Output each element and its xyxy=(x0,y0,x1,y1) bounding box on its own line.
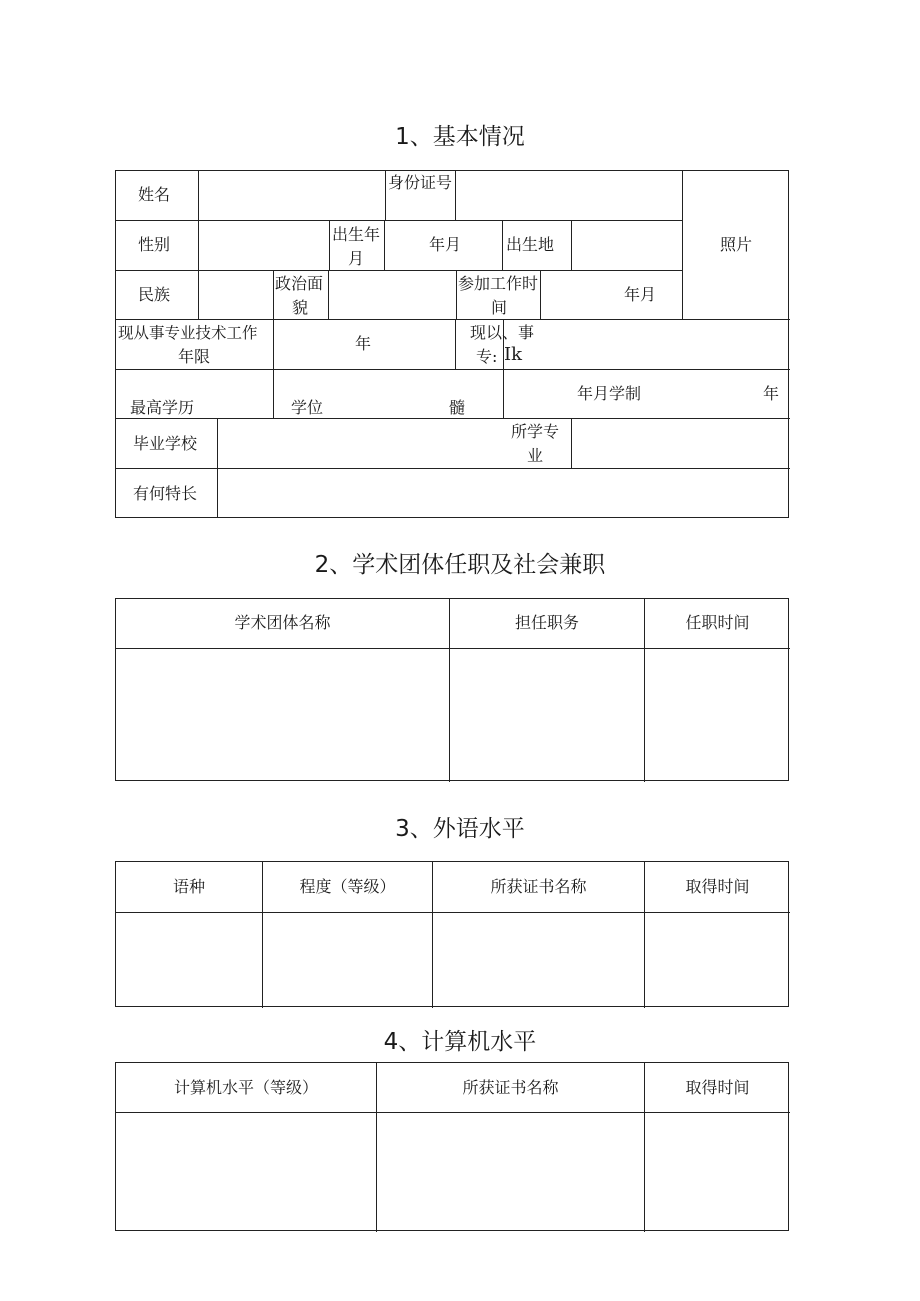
label-current-specialty-line2a: 专: xyxy=(476,347,498,366)
label-degree: 学位 xyxy=(291,398,324,417)
label-current-specialty-line2b: Ik xyxy=(504,344,523,365)
header-computer-certificate: 所获证书名称 xyxy=(462,1078,559,1097)
label-work-start-line2: 间 xyxy=(491,298,508,317)
degree-garbled-text: 髓 xyxy=(449,398,466,417)
header-tenure-period: 任职时间 xyxy=(685,613,750,632)
header-certificate-name: 所获证书名称 xyxy=(490,877,587,896)
label-political-line1: 政治面 xyxy=(275,274,324,293)
basic-info-table xyxy=(115,170,789,518)
ethnicity-field[interactable] xyxy=(199,271,273,319)
language-date-field[interactable] xyxy=(645,913,790,1008)
label-professional-years-line2: 年限 xyxy=(178,347,211,366)
label-ethnicity: 民族 xyxy=(138,285,171,304)
header-computer-date: 取得时间 xyxy=(685,1078,750,1097)
label-professional-years-line1: 现从事专业技术工作 xyxy=(118,324,258,342)
study-length-unit: 年 xyxy=(763,384,780,403)
political-status-field[interactable] xyxy=(329,271,456,319)
major-field[interactable] xyxy=(572,419,790,468)
label-gender: 性别 xyxy=(138,235,171,254)
organisation-name-field[interactable] xyxy=(116,649,449,782)
label-birthplace: 出生地 xyxy=(506,235,555,254)
label-birth-date-line2: 月 xyxy=(348,249,365,268)
computer-skills-table xyxy=(115,1062,789,1231)
language-certificate-field[interactable] xyxy=(433,913,644,1008)
name-value-field[interactable] xyxy=(199,171,385,220)
specialty-field[interactable] xyxy=(218,469,790,518)
language-table xyxy=(115,861,789,1007)
section-title-basic: 1、基本情况 xyxy=(395,124,525,150)
proficiency-field[interactable] xyxy=(263,913,432,1008)
section-title-computer: 4、计算机水平 xyxy=(383,1029,537,1055)
section-title-language: 3、外语水平 xyxy=(395,816,525,842)
work-start-unit: 年月 xyxy=(624,285,657,304)
id-number-field[interactable] xyxy=(456,171,682,220)
computer-level-field[interactable] xyxy=(116,1113,376,1232)
gender-field[interactable] xyxy=(199,221,329,270)
birth-date-unit: 年月 xyxy=(429,235,462,254)
header-language: 语种 xyxy=(172,877,205,896)
label-political-line2: 貌 xyxy=(292,298,309,317)
label-specialty: 有何特长 xyxy=(133,484,198,503)
label-birth-date-line1: 出生年 xyxy=(332,225,381,244)
computer-certificate-field[interactable] xyxy=(377,1113,644,1232)
label-id-number: 身份证号 xyxy=(388,173,453,192)
label-photo: 照片 xyxy=(720,235,753,254)
label-major-line2: 业 xyxy=(527,446,544,465)
label-work-start-line1: 参加工作时 xyxy=(458,274,539,293)
tenure-period-field[interactable] xyxy=(645,649,790,782)
birthplace-field[interactable] xyxy=(572,221,682,270)
header-proficiency: 程度（等级） xyxy=(299,877,396,896)
header-position-held: 担任职务 xyxy=(514,613,579,632)
header-computer-level: 计算机水平（等级） xyxy=(173,1078,318,1097)
label-education: 最高学历 xyxy=(130,398,195,417)
section-title-academic: 2、学术团体任职及社会兼职 xyxy=(314,552,606,578)
header-date-obtained: 取得时间 xyxy=(685,877,750,896)
label-name: 姓名 xyxy=(138,185,171,204)
position-held-field[interactable] xyxy=(450,649,644,782)
label-school: 毕业学校 xyxy=(133,434,198,453)
label-major-line1: 所学专 xyxy=(511,422,560,441)
label-current-specialty-line1: 现以、事 xyxy=(470,323,535,342)
header-organisation-name: 学术团体名称 xyxy=(234,613,331,632)
language-field[interactable] xyxy=(116,913,262,1008)
computer-date-field[interactable] xyxy=(645,1113,790,1232)
work-start-field[interactable] xyxy=(541,271,682,319)
label-graduation-date: 年月学制 xyxy=(577,384,642,403)
current-specialty-field[interactable] xyxy=(541,320,790,369)
graduation-date-field[interactable] xyxy=(504,370,790,418)
academic-positions-table xyxy=(115,598,789,781)
professional-years-unit: 年 xyxy=(355,334,372,353)
